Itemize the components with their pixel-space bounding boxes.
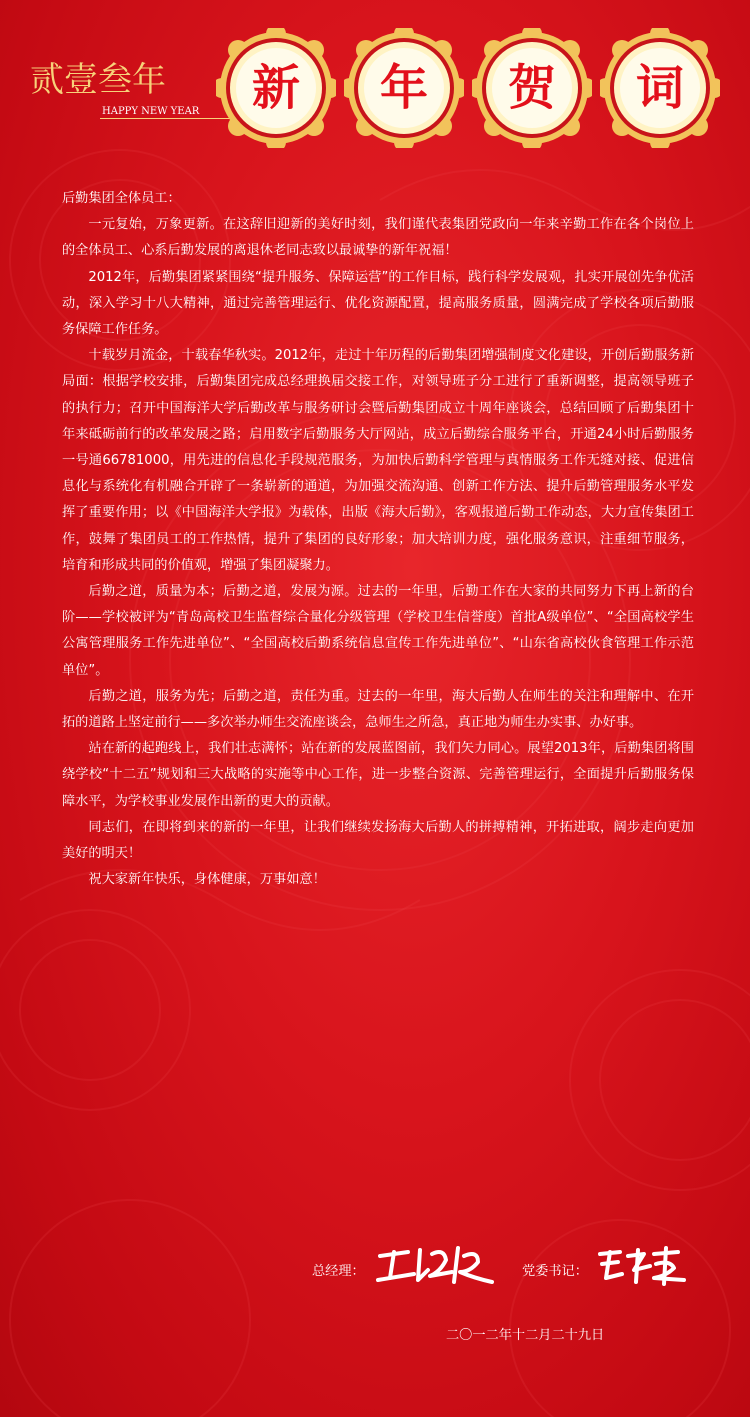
year-logo bbox=[30, 52, 230, 132]
letter-body bbox=[62, 186, 694, 893]
paragraph: 同志们，在即将到来的新的一年里，让我们继续发扬海大后勤人的拼搏精神，开拓进取，阔步走向更加美好的明天！ bbox=[62, 819, 694, 862]
paragraph: 后勤之道，质量为本；后勤之道，发展为源。过去的一年里，后勤工作在大家的共同努力下再上新的台阶——学校被评为“青岛高校卫生监督综合量化分级管理（学校卫生信誉度）首批A级单位”、“全国高校学生公寓管理服务工作先进单位”、“全国高校后勤系统信息宣传工作先进单位”、“山东省高校伙食管理工作示范单位”。 bbox=[62, 584, 694, 678]
gm-label: 总经理： bbox=[312, 1264, 365, 1279]
date: 二〇一二年十二月二十九日 bbox=[446, 1328, 605, 1343]
paragraph: 一元复始，万象更新。在这辞旧迎新的美好时刻，我们谨代表集团党政向一年来辛勤工作在各个岗位上的全体员工、心系后勤发展的离退休老同志致以最诚挚的新年祝福！ bbox=[62, 217, 694, 259]
header bbox=[0, 0, 750, 160]
gm-signature-icon bbox=[374, 1242, 496, 1288]
logo-text: 贰壹叁年 bbox=[30, 60, 166, 100]
paragraph: 站在新的起跑线上，我们壮志满怀；站在新的发展蓝图前，我们矢力同心。展望2013年，后勤集团将围绕学校“十二五”规划和三大战略的实施等中心工作，进一步整合资源、完善管理运行，全面提升后勤服务保障水平，为学校事业发展作出新的更大的贡献。 bbox=[62, 741, 694, 809]
title-medallion bbox=[472, 28, 592, 148]
title-medallion bbox=[344, 28, 464, 148]
logo-subtitle: HAPPY NEW YEAR bbox=[102, 106, 200, 117]
salutation: 后勤集团全体员工： bbox=[62, 191, 181, 206]
signature-row bbox=[0, 1238, 750, 1298]
title-char: 词 bbox=[635, 60, 684, 116]
paragraph: 祝大家新年快乐，身体健康，万事如意！ bbox=[88, 872, 326, 888]
title-char: 贺 bbox=[507, 60, 556, 116]
paragraph: 十载岁月流金，十载春华秋实。2012年，走过十年历程的后勤集团增强制度文化建设，开创后勤服务新局面：根据学校安排，后勤集团完成总经理换届交接工作，对领导班子分工进行了重新调整，提高领导班子的执行力；召开中国海洋大学后勤改革与服务研讨会暨后勤集团成立十周年座谈会，总结回顾了后勤集团十年来砥砺前行的改革发展之路；启用数字后勤服务大厅网站，成立后勤综合服务平台，开通24小时后勤服务一号通66781000，用先进的信息化手段规范服务，为加快后勤科学管理与真情服务工作无缝对接、促进信息化与系统化有机融合开辟了一条崭新的通道，为加强交流沟通、创新工作方法、提升后勤管理服务水平发挥了重要作用；以《中国海洋大学报》为载体，出版《海大后勤》，客观报道后勤工作动态，大力宣传集团工作，鼓舞了集团员工的工作热情，提升了集团的良好形象；加大培训力度，强化服务意识，注重细节服务，培育和形成共同的价值观，增强了集团凝聚力。 bbox=[62, 348, 694, 573]
party-secretary-label: 党委书记： bbox=[522, 1264, 588, 1279]
party-secretary-signature-icon bbox=[594, 1244, 690, 1286]
paragraph: 后勤之道，服务为先；后勤之道，责任为重。过去的一年里，海大后勤人在师生的关注和理解中、在开拓的道路上坚定前行——多次举办师生交流座谈会，急师生之所急，真正地为师生办实事、办好事。 bbox=[62, 688, 694, 731]
title-medallion bbox=[216, 28, 336, 148]
title-medallion bbox=[600, 28, 720, 148]
title-char: 年 bbox=[379, 60, 428, 116]
title-char: 新 bbox=[251, 60, 300, 116]
title-medallions bbox=[216, 28, 736, 148]
paragraph: 2012年，后勤集团紧紧围绕“提升服务、保障运营”的工作目标，践行科学发展观，扎实开展创先争优活动，深入学习十八大精神，通过完善管理运行、优化资源配置，提高服务质量，圆满完成了学校各项后勤服务保障工作任务。 bbox=[62, 269, 694, 338]
